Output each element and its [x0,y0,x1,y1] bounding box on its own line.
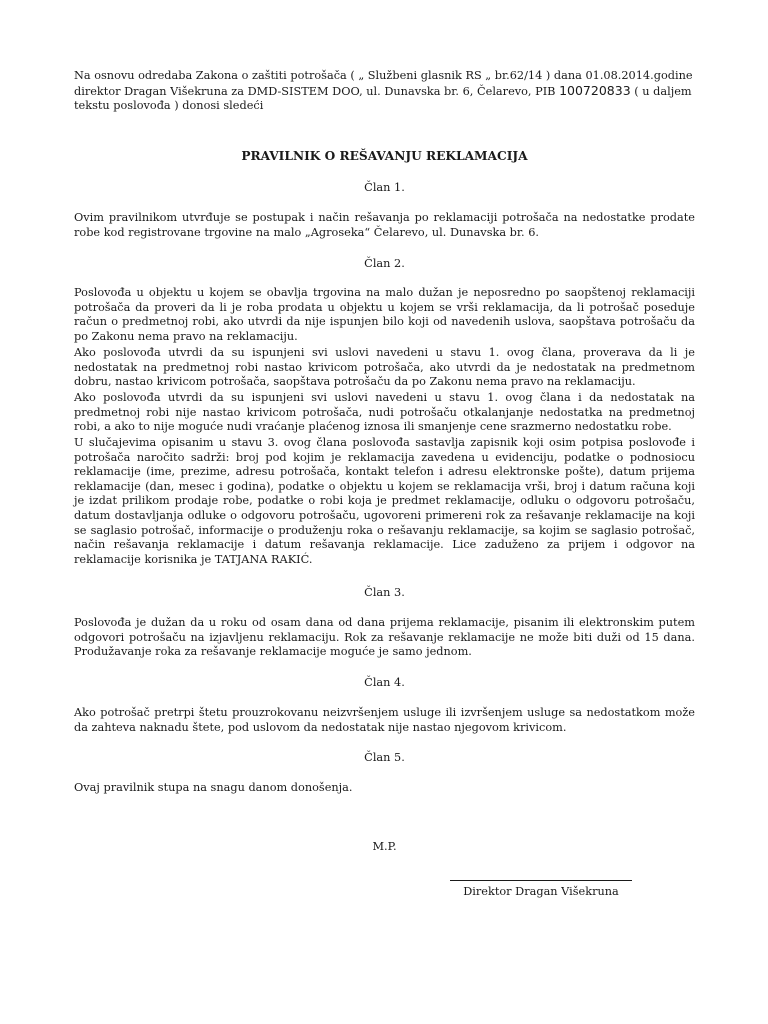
stamp-label: M.P. [372,840,397,853]
clan-3-paragraph: Poslovođa je dužan da u roku od osam dana od dana prijema reklamacije, pisanim ili elektronskim putem odgovori potrošaču na izjavljenu reklamaciju. Rok za rešavanje reklamacije ne može biti duži od 15 dana. Produžavanje roka za rešavanje reklamacije moguće je samo jednom. [74,616,695,659]
clan-4-paragraph: Ako potrošač pretrpi štetu prouzrokovanu neizvršenjem usluge ili izvršenjem usluge sa nedostatkom može da zahteva naknadu štete, pod uslovom da nedostatak nije nastao njegovom krivicom. [74,706,695,734]
clan-3-heading: Član 3. [364,586,405,599]
clan-2-paragraph-3: Ako poslovođa utvrdi da su ispunjeni svi uslovi navedeni u stavu 1. ovog člana i da nedostatak na predmetnoj robi nije nastao krivicom potrošača, nudi potrošaču otkalanjanje nedostatka na predmetnoj robi, a ako to nije moguće nudi vraćanje plaćenog iznosa ili smanjenje cene srazmerno nedostatku robe. [74,391,695,434]
signature-name: Direktor Dragan Višekruna [463,885,619,898]
document-title: PRAVILNIK O REŠAVANJU REKLAMACIJA [241,149,528,163]
clan-2-paragraph-4: U slučajevima opisanim u stavu 3. ovog člana poslovođa sastavlja zapisnik koji osim potpisa poslovođe i potrošača naročito sadrži: broj pod kojim je reklamacija zavedena u evidenciju, podatke o podnosiocu reklamacije (ime, prezime, adresu potrošača, kontakt telefon i adresu elektronske pošte), datum prijema reklamacije (dan, mesec i godina), podatke o objektu u kojem se reklamacija vrši, broj i datum računa koji je izdat prilikom prodaje robe, podatke o robi koja je predmet reklamacije, odluku o odgovoru potrošaču, datum dostavljanja odluke o odgovoru potrošaču, ugovoreni primereni rok za rešavanje reklamacije na koji se saglasio potrošač, informacije o produženju roka o rešavanju reklamacije, sa kojim se saglasio potrošač, način rešavanja reklamacije i datum rešavanja reklamacije. Lice zaduženo za prijem i odgovor na reklamacije korisnika je TATJANA RAKIĆ. [74,436,695,566]
clan-2-paragraph-2: Ako poslovođa utvrdi da su ispunjeni svi uslovi navedeni u stavu 1. ovog člana, proverava da li je nedostatak na predmetnoj robi nastao krivicom potrošača, ako utvrdi da je nedostatak na predmetnom dobru, nastao krivicom potrošača, saopštava potrošaču da po Zakonu nema pravo na reklamaciju. [74,346,695,389]
clan-4-heading: Član 4. [364,676,405,689]
clan-5-paragraph: Ovaj pravilnik stupa na snagu danom donošenja. [74,781,353,794]
clan-1-heading: Član 1. [364,181,405,194]
pib-number: 100720833 [559,82,631,98]
intro-text-1: Na osnovu odredaba Zakona o zaštiti potrošača ( „ Službeni glasnik RS „ br.62/14 ) dana 01.08.2014.godine direktor Dragan Višekruna za DMD-SISTEM DOO, ul. Dunavska br. 6, Čelarevo, PIB [74,69,693,98]
clan-5-heading: Član 5. [364,751,405,764]
signature-line [450,880,632,881]
intro-text-2: ( u daljem tekstu poslovođa ) donosi sledeći [74,84,692,113]
clan-2-heading: Član 2. [364,257,405,270]
intro-paragraph [74,69,695,114]
clan-1-paragraph: Ovim pravilnikom utvrđuje se postupak i način rešavanja po reklamaciji potrošača na nedostatke prodate robe kod registrovane trgovine na malo „Agroseka“ Čelarevo, ul. Dunavska br. 6. [74,211,695,239]
clan-2-paragraph-1: Poslovođa u objektu u kojem se obavlja trgovina na malo dužan je neposredno po saopštenoj reklamaciji potrošača da proveri da li je roba prodata u objektu u kojem se vrši reklamacija, da li potrošač poseduje račun o predmetnoj robi, ako utvrdi da nije ispunjen bilo koji od navedenih uslova, saopštava potrošaču da po Zakonu nema pravo na reklamaciju. [74,286,695,343]
